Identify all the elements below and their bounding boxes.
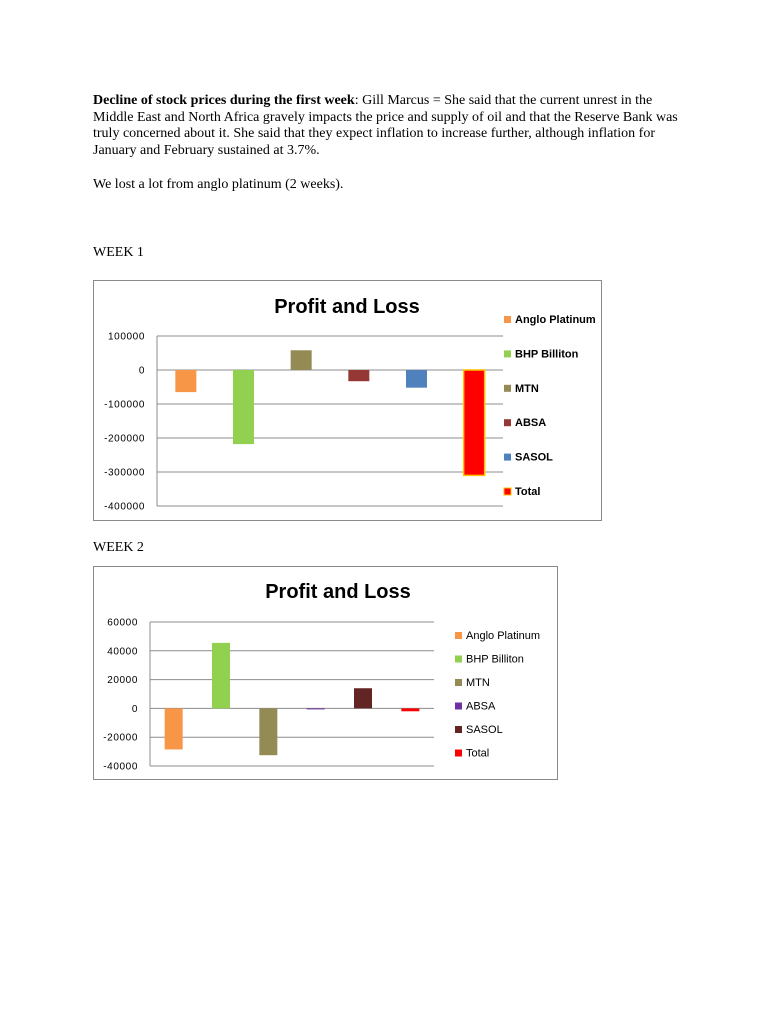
y-tick-label: 100000 <box>108 331 145 343</box>
legend-label-total: Total <box>466 747 490 760</box>
y-tick-label: 20000 <box>107 675 138 687</box>
week-1-chart <box>93 280 602 521</box>
legend-label-sasol: SASOL <box>515 451 553 464</box>
chart-title: Profit and Loss <box>274 296 420 318</box>
y-tick-label: -300000 <box>104 467 145 479</box>
legend-swatch-bhp-billiton <box>455 656 462 663</box>
bar-total <box>401 708 419 711</box>
y-tick-label: 0 <box>131 703 138 715</box>
legend-label-sasol: SASOL <box>466 724 503 736</box>
legend-swatch-total <box>455 750 462 757</box>
loss-note: We lost a lot from anglo platinum (2 weeks). <box>93 177 344 192</box>
legend-label-absa: ABSA <box>466 700 496 713</box>
bar-anglo-platinum <box>175 370 196 392</box>
bar-bhp-billiton <box>212 643 230 709</box>
bar-absa <box>348 370 369 381</box>
bar-absa <box>307 708 325 709</box>
chart-title: Profit and Loss <box>265 581 411 603</box>
week-2-label: WEEK 2 <box>93 540 144 555</box>
intro-body: : Gill Marcus = She said that the current unrest in the Middle East and North Africa gravely impacts the price and supply of oil and that the Reserve Bank was truly concerned about it. She said that they expect inflation to increase further, although inflation for January and February sustained at 3.7%. <box>93 93 678 158</box>
legend-swatch-total <box>504 488 511 495</box>
bar-bhp-billiton <box>233 370 254 444</box>
legend-label-mtn: MTN <box>515 382 539 395</box>
y-tick-label: -200000 <box>104 433 145 445</box>
y-tick-label: -400000 <box>104 501 145 513</box>
legend-swatch-anglo-platinum <box>504 316 511 323</box>
y-tick-label: -20000 <box>103 732 138 744</box>
legend-label-total: Total <box>515 486 541 498</box>
legend-label-absa: ABSA <box>515 417 547 430</box>
legend-label-bhp-billiton: BHP Billiton <box>515 348 579 361</box>
bar-total <box>464 370 485 475</box>
legend-swatch-absa <box>504 419 511 426</box>
week-2-chart <box>93 566 558 780</box>
legend-swatch-mtn <box>504 385 511 392</box>
legend-swatch-absa <box>455 703 462 710</box>
legend-label-bhp-billiton: BHP Billiton <box>466 653 524 666</box>
week-1-label: WEEK 1 <box>93 245 144 260</box>
intro-heading: Decline of stock prices during the first week <box>93 93 355 108</box>
y-tick-label: -100000 <box>104 399 145 411</box>
bar-mtn <box>291 350 312 370</box>
bar-anglo-platinum <box>165 708 183 749</box>
legend-label-anglo-platinum: Anglo Platinum <box>515 314 596 326</box>
bar-sasol <box>406 370 427 388</box>
legend-swatch-bhp-billiton <box>504 350 511 357</box>
intro-paragraph <box>93 93 693 159</box>
bar-sasol <box>354 688 372 708</box>
y-tick-label: 40000 <box>107 646 138 658</box>
legend-label-mtn: MTN <box>466 677 490 689</box>
legend-label-anglo-platinum: Anglo Platinum <box>466 630 540 642</box>
legend-swatch-sasol <box>504 454 511 461</box>
week-2-chart-svg <box>94 567 559 781</box>
bar-mtn <box>259 708 277 755</box>
legend-swatch-sasol <box>455 726 462 733</box>
y-tick-label: -40000 <box>103 761 138 773</box>
legend-swatch-mtn <box>455 679 462 686</box>
y-tick-label: 60000 <box>107 617 138 629</box>
y-tick-label: 0 <box>138 365 145 377</box>
week-1-chart-svg <box>94 281 603 522</box>
legend-swatch-anglo-platinum <box>455 632 462 639</box>
